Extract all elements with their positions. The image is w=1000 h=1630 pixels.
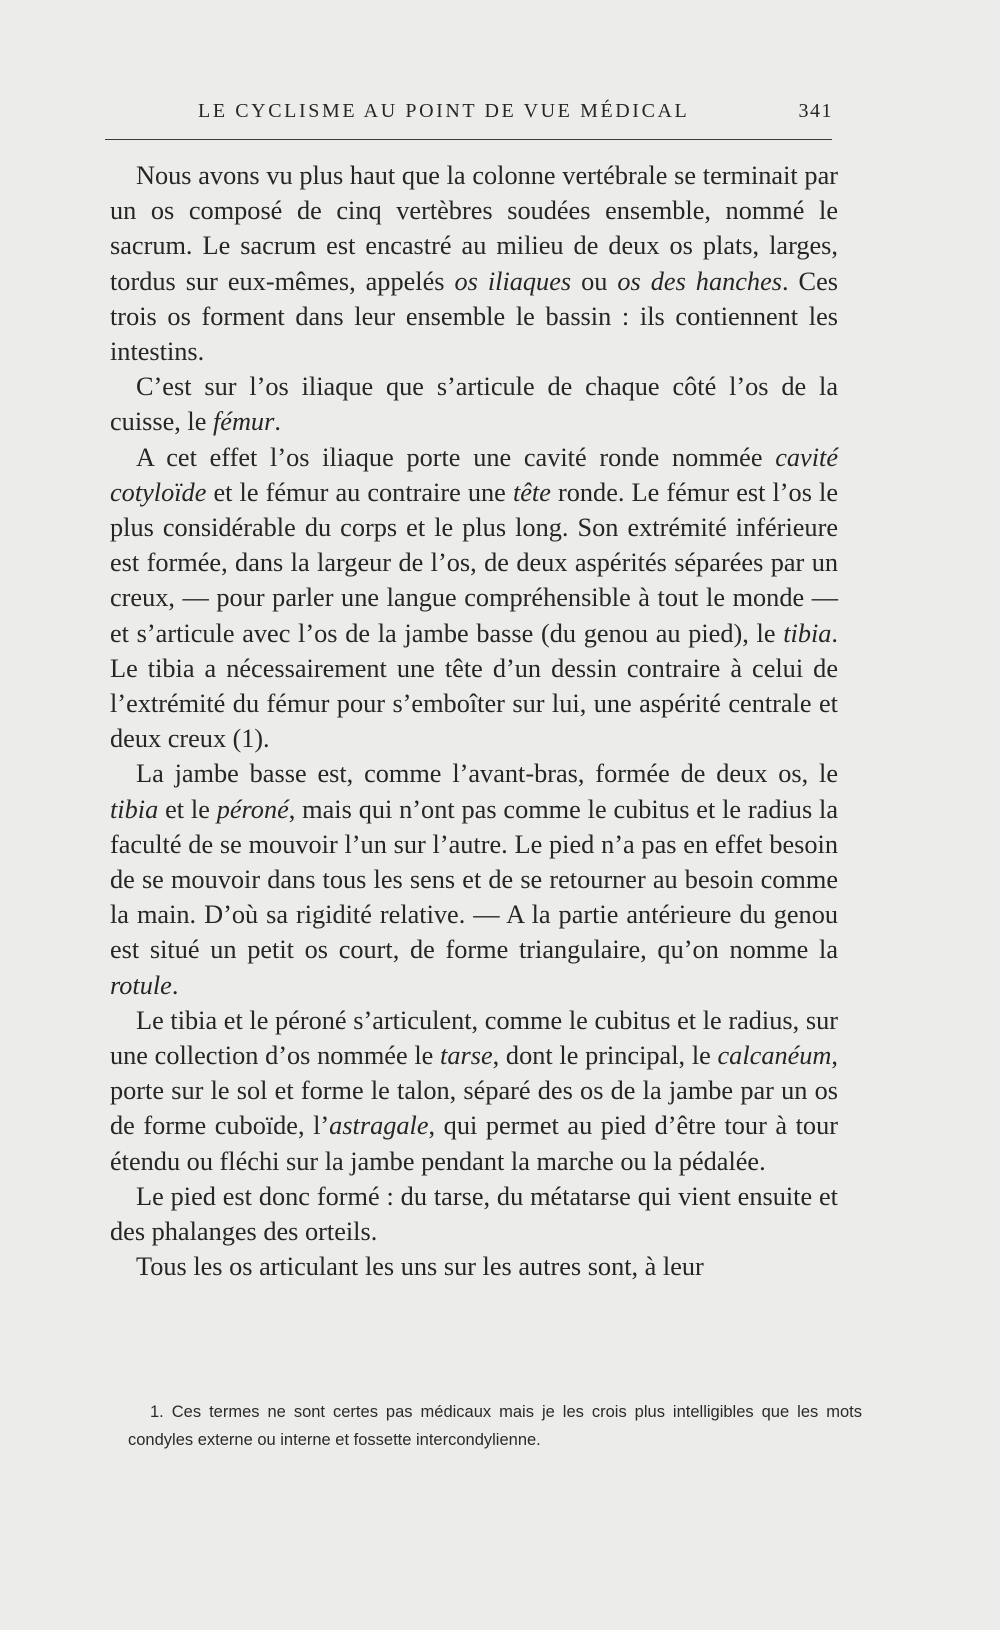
text-run: , qui permet au pied d’être tour à tour étendu ou fléchi sur la jambe pendant la marche ou la pédalée. bbox=[110, 1111, 838, 1176]
text-run: Tous les os articulant les uns sur les autres sont, à leur bbox=[136, 1252, 704, 1282]
italic-term: os des hanches bbox=[617, 266, 782, 296]
text-run: Le tibia et le péroné s’articulent, comme le cubitus et le radius, sur une collection d’os nommée le bbox=[110, 1005, 838, 1071]
italic-term: rotule bbox=[110, 970, 172, 1000]
paragraph-sacrum bbox=[110, 158, 838, 369]
paragraph-jambe bbox=[110, 756, 838, 1002]
italic-term: os iliaques bbox=[454, 266, 572, 296]
italic-term: tibia bbox=[110, 794, 159, 824]
text-run: . bbox=[274, 407, 281, 437]
header-rule bbox=[105, 139, 832, 140]
paragraph-femur bbox=[110, 369, 838, 439]
italic-term: calcanéum bbox=[717, 1041, 832, 1071]
text-run: . bbox=[171, 970, 179, 1000]
italic-term: astragale bbox=[329, 1111, 429, 1141]
italic-term: péroné bbox=[216, 794, 289, 824]
footnote-marker: (1) bbox=[232, 724, 263, 754]
text-run: Nous avons vu plus haut que la colonne vertébrale se terminait par un os composé de cinq vertèbres soudées ensemble, nommé le sacrum. Le sacrum est encastré au milieu de deux os plats, larges, tordus sur eux-mêmes, appelés bbox=[110, 161, 838, 296]
running-head-title: LE CYCLISME AU POINT DE VUE MÉDICAL bbox=[198, 100, 690, 122]
italic-term: tibia bbox=[783, 618, 832, 648]
text-run: C’est sur l’os iliaque que s’articule de chaque côté l’os de la cuisse, le bbox=[110, 372, 838, 437]
italic-term: fémur bbox=[212, 407, 275, 437]
text-run: , mais qui n’ont pas comme le cubitus et le radius la faculté de se mouvoir l’un sur l’autre. Le pied n’a pas en effet besoin de se mouvoir dans tous les sens et de se retourner au besoin comme la main. D’où sa rigidité relative. — A la partie antérieure du genou est situé un petit os court, de forme triangulaire, qu’on nomme la bbox=[110, 794, 839, 965]
text-run: et le fémur au contraire une bbox=[206, 477, 513, 507]
body-text bbox=[110, 158, 838, 1285]
text-run: ou bbox=[571, 266, 618, 296]
page-number: 341 bbox=[798, 100, 833, 122]
text-run: Le pied est donc formé : du tarse, du métatarse qui vient ensuite et des phalanges des orteils. bbox=[110, 1181, 838, 1247]
paragraph-pied bbox=[110, 1179, 838, 1249]
text-run: La jambe basse est, comme l’avant-bras, formée de deux os, le bbox=[136, 759, 838, 789]
text-run: , porte sur le sol et forme le talon, séparé des os de la jambe par un os de forme cuboïde, l’ bbox=[110, 1041, 838, 1141]
text-run: . Le tibia a nécessairement une tête d’un dessin contraire à celui de l’extrémité du fémur pour s’emboîter sur lui, une aspérité centrale et deux creux bbox=[110, 618, 838, 754]
text-run: et le bbox=[158, 794, 217, 824]
running-head bbox=[198, 100, 833, 130]
italic-term: tarse bbox=[440, 1041, 493, 1071]
text-run: ronde. Le fémur est l’os le plus considérable du corps et le plus long. Son extrémité inférieure est formée, dans la largeur de l’os, de deux aspérités séparées par un creux, — pour parler une langue compréhensible à tout le monde — et s’articule avec l’os de la jambe basse (du genou au pied), le bbox=[110, 477, 838, 648]
paragraph-cavite bbox=[110, 440, 838, 757]
paragraph-os-articulant bbox=[110, 1249, 838, 1284]
footnote-text: 1. Ces termes ne sont certes pas médicaux mais je les crois plus intelligibles que les mots condyles externe ou interne et fossette intercondylienne. bbox=[128, 1403, 862, 1449]
italic-term: cavité cotyloïde bbox=[110, 442, 838, 507]
paragraph-tarse bbox=[110, 1003, 838, 1179]
text-run: . bbox=[263, 724, 270, 754]
text-run: . Ces trois os forment dans leur ensemble le bassin : ils contiennent les intestins. bbox=[110, 266, 838, 367]
text-run: , dont le principal, le bbox=[492, 1041, 718, 1071]
text-run: A cet effet l’os iliaque porte une cavité ronde nommée bbox=[136, 442, 776, 472]
footnote bbox=[128, 1398, 862, 1454]
italic-term: tête bbox=[512, 477, 551, 507]
